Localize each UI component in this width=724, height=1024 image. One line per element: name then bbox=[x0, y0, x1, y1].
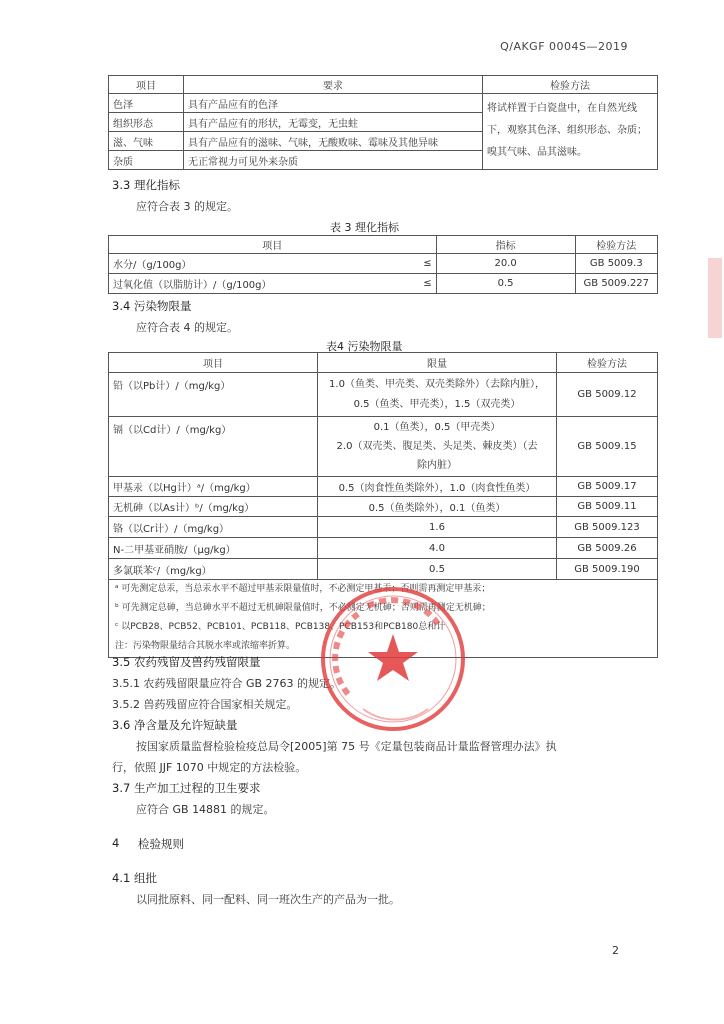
table-cell: 色泽 bbox=[109, 94, 184, 113]
page-edge-mark bbox=[708, 258, 722, 338]
limit-line: 1.0（鱼类、甲壳类、双壳类除外）（去除内脏）， bbox=[329, 378, 545, 390]
table-cell: GB 5009.12 bbox=[557, 373, 658, 417]
sensory-table bbox=[108, 75, 658, 170]
table-cell: 0.5 bbox=[436, 274, 575, 294]
section-text: 按国家质量监督检验检疫总局令[2005]第 75 号《定量包装商品计量监督管理办法》执 bbox=[136, 740, 557, 753]
table-cell: GB 5009.17 bbox=[557, 477, 658, 497]
table-cell: 镉（以Cd计）/（mg/kg） bbox=[109, 417, 318, 477]
table-cell: GB 5009.11 bbox=[557, 497, 658, 517]
header-cell: 项目 bbox=[109, 236, 437, 254]
official-seal bbox=[318, 584, 468, 734]
header-cell: 指标 bbox=[436, 236, 575, 254]
table-cell: GB 5009.227 bbox=[575, 274, 657, 294]
table-cell: GB 5009.123 bbox=[557, 517, 658, 538]
table-3 bbox=[108, 235, 658, 294]
limit-line: 0.1（鱼类），0.5（甲壳类） bbox=[373, 422, 501, 433]
table-cell: 4.0 bbox=[318, 538, 557, 559]
section-heading: 3.3 理化指标 bbox=[112, 178, 180, 192]
section-heading: 3.6 净含量及允许短缺量 bbox=[112, 718, 238, 732]
page-number: 2 bbox=[612, 944, 619, 957]
header-cell: 检验方法 bbox=[483, 76, 658, 94]
section-text: 应符合 GB 14881 的规定。 bbox=[136, 803, 275, 816]
table-cell: 0.5（鱼类除外），0.1（鱼类） bbox=[318, 497, 557, 517]
table-cell: 杂质 bbox=[109, 151, 184, 170]
table-cell: N-二甲基亚硝胺/（μg/kg） bbox=[109, 538, 318, 559]
section-text: 3.5.1 农药残留限量应符合 GB 2763 的规定。 bbox=[112, 677, 342, 690]
table-cell: 具有产品应有的色泽 bbox=[184, 94, 483, 113]
table-cell: GB 5009.26 bbox=[557, 538, 658, 559]
table-cell: 铬（以Cr计）/（mg/kg） bbox=[109, 517, 318, 538]
table-cell: 具有产品应有的滋味、气味，无酸败味、霉味及其他异味 bbox=[184, 132, 483, 151]
table-cell: 多氯联苯ᶜ/（mg/kg） bbox=[109, 559, 318, 580]
table-cell: GB 5009.15 bbox=[557, 417, 658, 477]
table-cell: 0.5（肉食性鱼类除外），1.0（肉食性鱼类） bbox=[318, 477, 557, 497]
method-cell bbox=[483, 94, 658, 170]
header-cell: 检验方法 bbox=[575, 236, 657, 254]
section-heading: 3.5 农药残留及兽药残留限量 bbox=[112, 655, 261, 669]
table-cell: 无机砷（以As计）ᵇ/（mg/kg） bbox=[109, 497, 318, 517]
table-footnote: ᵇ 可先测定总砷，当总砷水平不超过无机砷限量值时，不必测定无机砷；否则需再测定无机砷； bbox=[115, 603, 491, 613]
header-cell: 项目 bbox=[109, 353, 318, 373]
section-heading: 4.1 组批 bbox=[112, 871, 157, 885]
chapter-title: 检验规则 bbox=[138, 837, 184, 851]
section-text: 应符合表 4 的规定。 bbox=[136, 321, 238, 334]
table-cell: 水分/（g/100g） bbox=[109, 254, 408, 274]
section-text: 以同批原料、同一配料、同一班次生产的产品为一批。 bbox=[136, 893, 400, 906]
table-cell: ≤ bbox=[408, 274, 437, 294]
table-cell: ≤ bbox=[408, 254, 437, 274]
header-cell: 限量 bbox=[318, 353, 557, 373]
table-cell: 20.0 bbox=[436, 254, 575, 274]
table-cell: 甲基汞（以Hg计）ᵃ/（mg/kg） bbox=[109, 477, 318, 497]
table-cell: 铅（以Pb计）/（mg/kg） bbox=[109, 373, 318, 417]
section-text: 应符合表 3 的规定。 bbox=[136, 200, 238, 213]
table-caption: 表 3 理化指标 bbox=[330, 221, 399, 234]
limit-line: 2.0（双壳类、腹足类、头足类、棘皮类）（去 bbox=[336, 441, 538, 452]
table-cell: 1.6 bbox=[318, 517, 557, 538]
table-cell: 过氧化值（以脂肪计）/（g/100g） bbox=[109, 274, 408, 294]
table-caption: 表4 污染物限量 bbox=[326, 340, 403, 353]
table-cell: 具有产品应有的形状，无霉变，无虫蛀 bbox=[184, 113, 483, 132]
method-line: 嗅其气味、品其滋味。 bbox=[487, 147, 587, 158]
table-cell: 无正常视力可见外来杂质 bbox=[184, 151, 483, 170]
header-cell: 检验方法 bbox=[557, 353, 658, 373]
section-text: 3.5.2 兽药残留应符合国家相关规定。 bbox=[112, 698, 298, 711]
table-cell bbox=[318, 417, 557, 477]
limit-line: 除内脏） bbox=[417, 460, 457, 471]
table-footnote: 注：污染物限量结合其脱水率或浓缩率折算。 bbox=[115, 641, 296, 651]
method-line: 将试样置于白瓷盘中，在自然光线 bbox=[487, 103, 637, 114]
section-text: 行，依照 JJF 1070 中规定的方法检验。 bbox=[112, 761, 307, 774]
chapter-number: 4 bbox=[112, 836, 120, 850]
table-cell: 滋、气味 bbox=[109, 132, 184, 151]
table-cell: GB 5009.3 bbox=[575, 254, 657, 274]
table-footnote: ᵃ 可先测定总汞，当总汞水平不超过甲基汞限量值时，不必测定甲基汞；否则需再测定甲基汞； bbox=[115, 584, 491, 594]
method-line: 下，观察其色泽、组织形态、杂质； bbox=[487, 125, 647, 136]
section-heading: 3.7 生产加工过程的卫生要求 bbox=[112, 781, 261, 795]
document-code: Q/AKGF 0004S—2019 bbox=[500, 40, 628, 53]
table-cell: 组织形态 bbox=[109, 113, 184, 132]
table-cell: 0.5 bbox=[318, 559, 557, 580]
table-cell: GB 5009.190 bbox=[557, 559, 658, 580]
table-footnote: ᶜ 以PCB28、PCB52、PCB101、PCB118、PCB138、PCB153和PCB180总和计 bbox=[115, 622, 446, 632]
limit-line: 0.5（鱼类、甲壳类），1.5（双壳类） bbox=[353, 398, 521, 410]
section-heading: 3.4 污染物限量 bbox=[112, 299, 192, 313]
header-cell: 项目 bbox=[109, 76, 184, 94]
table-cell bbox=[318, 373, 557, 417]
header-cell: 要求 bbox=[184, 76, 483, 94]
